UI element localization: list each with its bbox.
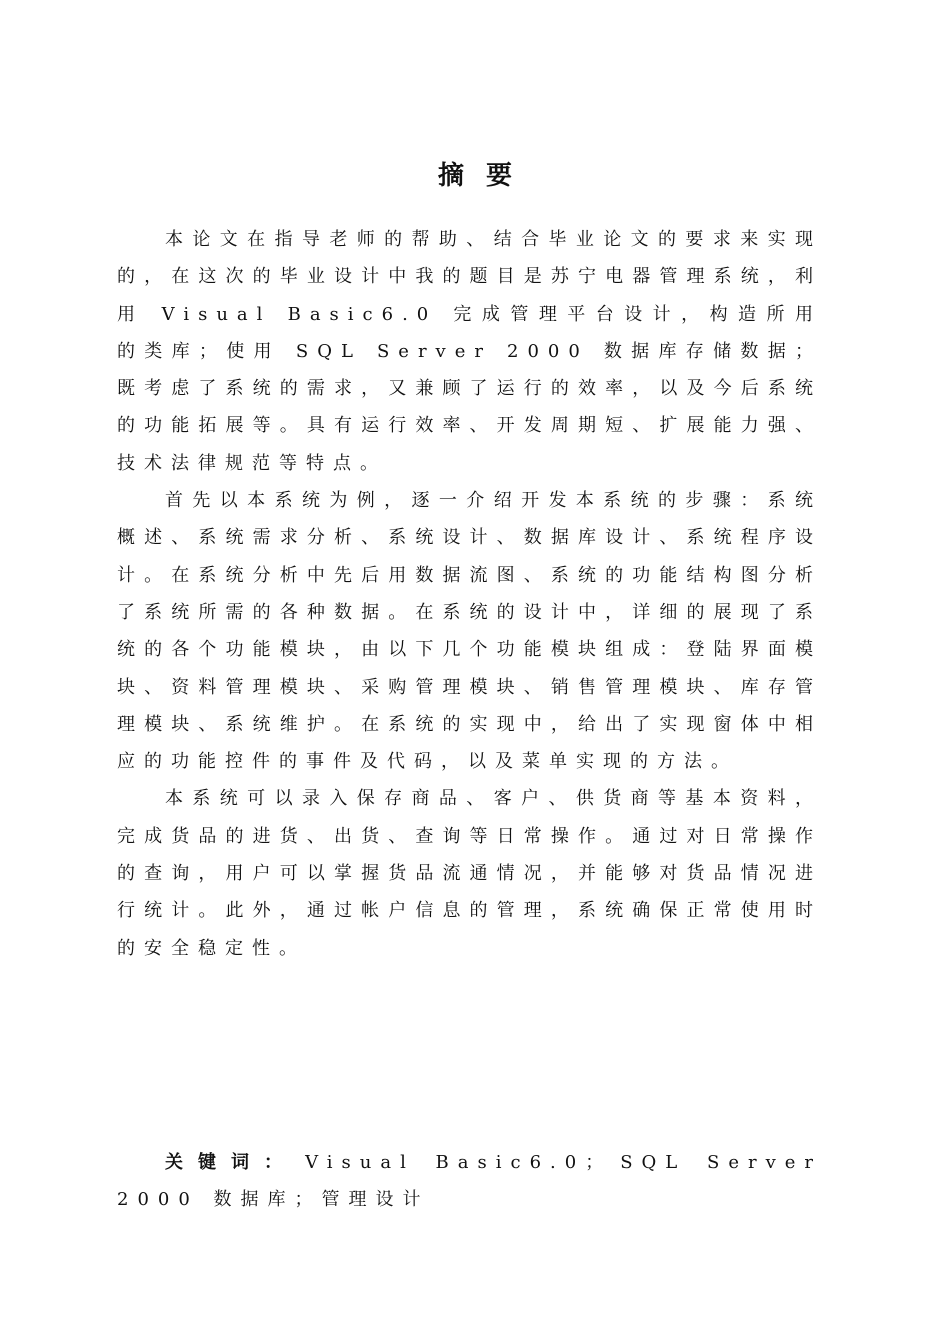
abstract-paragraph-1: 本论文在指导老师的帮助、结合毕业论文的要求来实现的，在这次的毕业设计中我的题目是苏宁电器管理系统，利用 Visual Basic6.0 完成管理平台设计，构造所用的类库；使用 SQL Server 2000 数据库存储数据；既考虑了系统的需求，又兼顾了运行的效率，以及今后系统的功能拓展等。具有运行效率、开发周期短、扩展能力强、技术法律规范等特点。 xyxy=(117,229,822,474)
abstract-paragraph-3: 本系统可以录入保存商品、客户、供货商等基本资料，完成货品的进货、出货、查询等日常操作。通过对日常操作的查询，用户可以掌握货品流通情况，并能够对货品情况进行统计。此外，通过帐户信息的管理，系统确保正常使用时的安全稳定性。 xyxy=(117,788,822,959)
page-title: 摘要 xyxy=(437,161,534,191)
abstract-paragraph-2: 首先以本系统为例，逐一介绍开发本系统的步骤：系统概述、系统需求分析、系统设计、数据库设计、系统程序设计。在系统分析中先后用数据流图、系统的功能结构图分析了系统所需的各种数据。在系统的设计中，详细的展现了系统的各个功能模块，由以下几个功能模块组成：登陆界面模块、资料管理模块、采购管理模块、销售管理模块、库存管理模块、系统维护。在系统的实现中，给出了实现窗体中相应的功能控件的事件及代码，以及菜单实现的方法。 xyxy=(117,490,822,773)
abstract-body xyxy=(117,221,822,967)
keywords-line xyxy=(117,1144,822,1219)
keyword-item: Visual Basic6.0； xyxy=(305,1152,613,1173)
keywords-label: 关键词： xyxy=(165,1152,298,1173)
keyword-item: SQL Server 2000 数据库； xyxy=(117,1152,823,1211)
keyword-item: 管理设计 xyxy=(321,1189,430,1211)
